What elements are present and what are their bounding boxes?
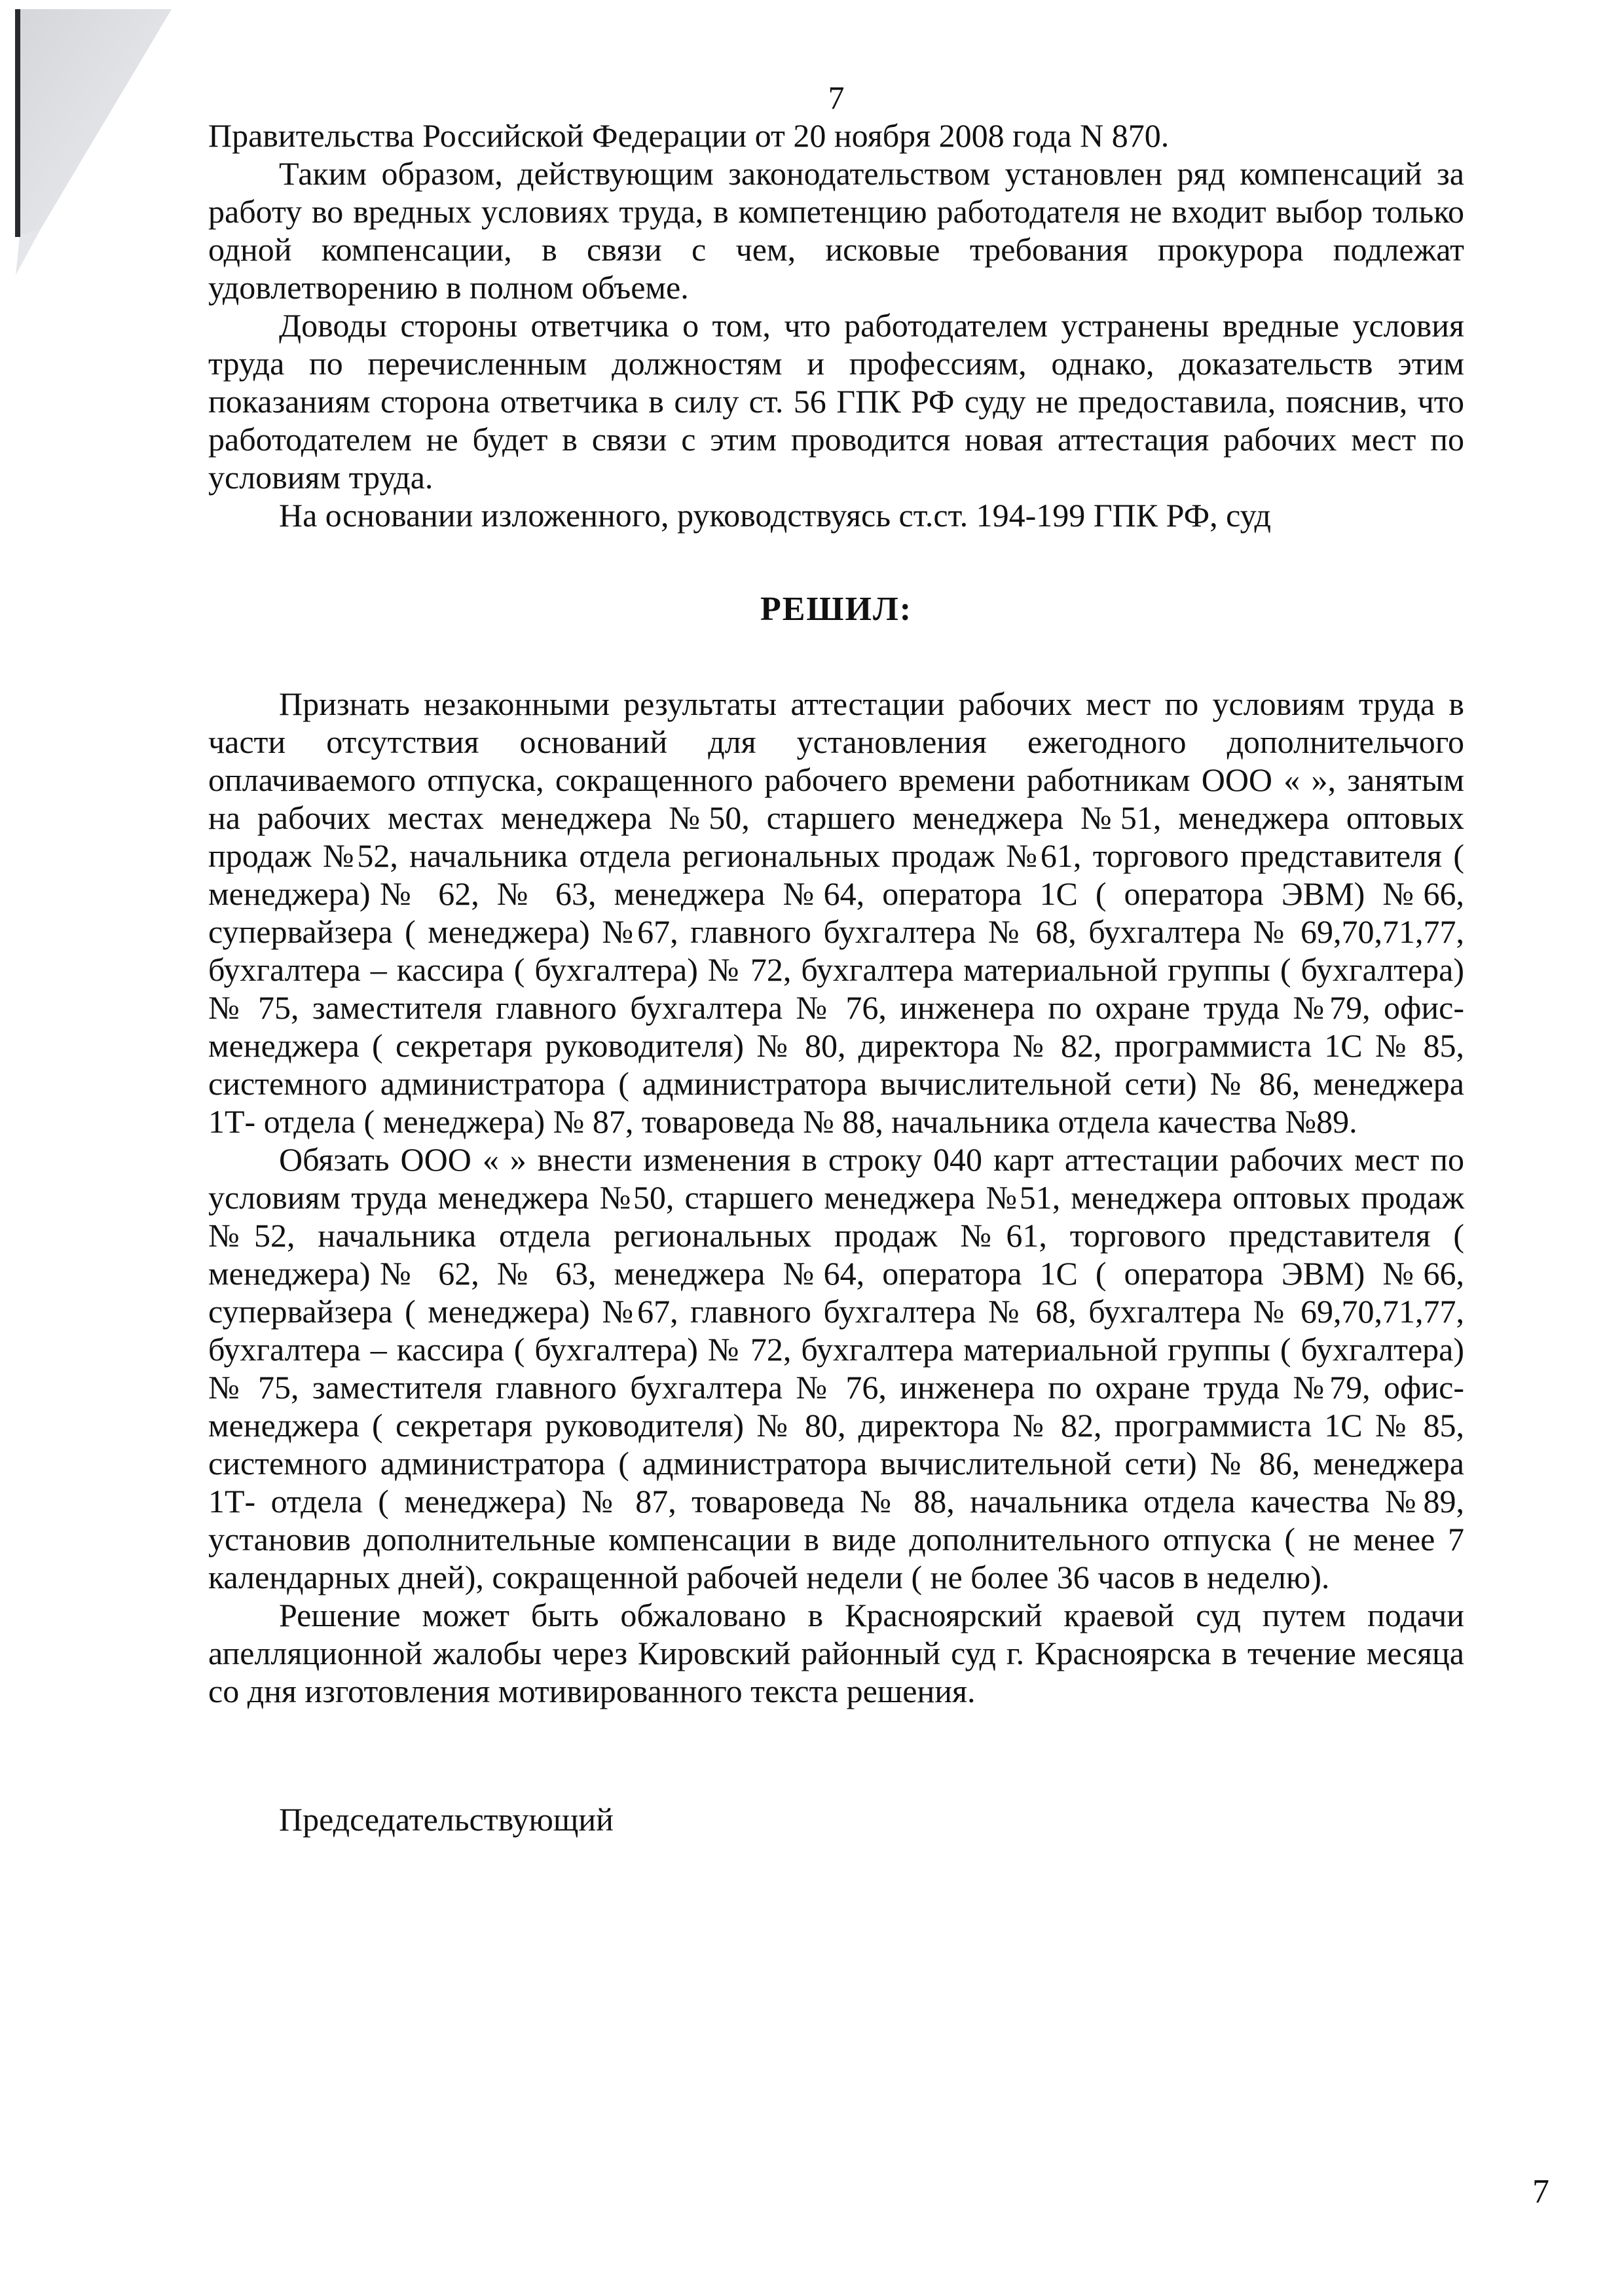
signature-label: Председательствующий [279, 1801, 614, 1838]
paragraph-legal-basis: На основании изложенного, руководствуясь ст.ст. 194-199 ГПК РФ, суд [279, 497, 1271, 534]
page-number-bottom: 7 [1532, 2173, 1549, 2210]
paragraph-compensations: Таким образом, действующим законодательством установлен ряд компенсаций за работу во вредных условиях труда, в компетенцию работодателя не входит выбор только одной компенсации, в связи с чем, исковые требования прокурора подлежат удовлетворению в полном объеме. [208, 155, 1464, 306]
page-number-top: 7 [828, 79, 845, 116]
paragraph-ruling-invalidate: Признать незаконными результаты аттестации рабочих мест по условиям труда в части отсутствия оснований для установления ежегодного дополнительчого оплачиваемого отпуска, сокращенного рабочего времени работникам ООО « », занятым на рабочих местах менеджера №50, старшего менеджера №51, менеджера оптовых продаж №52, начальника отдела региональных продаж №61, торгового представителя ( менеджера)№ 62, № 63, менеджера №64, оператора 1С ( оператора ЭВМ) №66, супервайзера ( менеджера) №67, главного бухгалтера № 68, бухгалтера № 69,70,71,77, бухгалтера – кассира ( бухгалтера) № 72, бухгалтера материальной группы ( бухгалтера) № 75, заместителя главного бухгалтера № 76, инженера по охране труда №79, офис-менеджера ( секретаря руководителя) № 80, директора № 82, программиста 1С № 85, системного администратора ( администратора вычислительной сети) № 86, менеджера 1Т- отдела ( менеджера) № 87, товароведа № 88, начальника отдела качества №89. [208, 685, 1464, 1140]
paragraph-defendant-arguments: Доводы стороны ответчика о том, что работодателем устранены вредные условия труда по перечисленным должностям и профессиям, однако, доказательств этим показаниям сторона ответчика в силу ст. 56 ГПК РФ суду не предоставила, пояснив, что работодателем не будет в связи с этим проводится новая аттестация рабочих мест по условиям труда. [208, 307, 1464, 496]
paragraph-ruling-obligate: Обязать ООО « » внести изменения в строку 040 карт аттестации рабочих мест по условиям труда менеджера №50, старшего менеджера №51, менеджера оптовых продаж №52, начальника отдела региональных продаж №61, торгового представителя ( менеджера)№ 62, № 63, менеджера №64, оператора 1С ( оператора ЭВМ) №66, супервайзера ( менеджера) №67, главного бухгалтера № 68, бухгалтера № 69,70,71,77, бухгалтера – кассира ( бухгалтера) № 72, бухгалтера материальной группы ( бухгалтера) № 75, заместителя главного бухгалтера № 76, инженера по охране труда №79, офис-менеджера ( секретаря руководителя) № 80, директора № 82, программиста 1С № 85, системного администратора ( администратора вычислительной сети) № 86, менеджера 1Т- отдела ( менеджера) № 87, товароведа № 88, начальника отдела качества №89, установив дополнительные компенсации в виде дополнительного отпуска ( не менее 7 календарных дней), сокращенной рабочей недели ( не более 36 часов в неделю). [208, 1141, 1464, 1595]
decision-heading: РЕШИЛ: [760, 591, 913, 628]
scanned-page-fold-shadow [0, 0, 196, 589]
paragraph-appeal-notice: Решение может быть обжаловано в Красноярский краевой суд путем подачи апелляционной жалобы через Кировский районный суд г. Красноярска в течение месяца со дня изготовления мотивированного текста решения. [208, 1597, 1464, 1709]
paragraph-decree-reference: Правительства Российской Федерации от 20 ноября 2008 года N 870. [208, 117, 1170, 154]
document-body [208, 79, 1464, 1838]
